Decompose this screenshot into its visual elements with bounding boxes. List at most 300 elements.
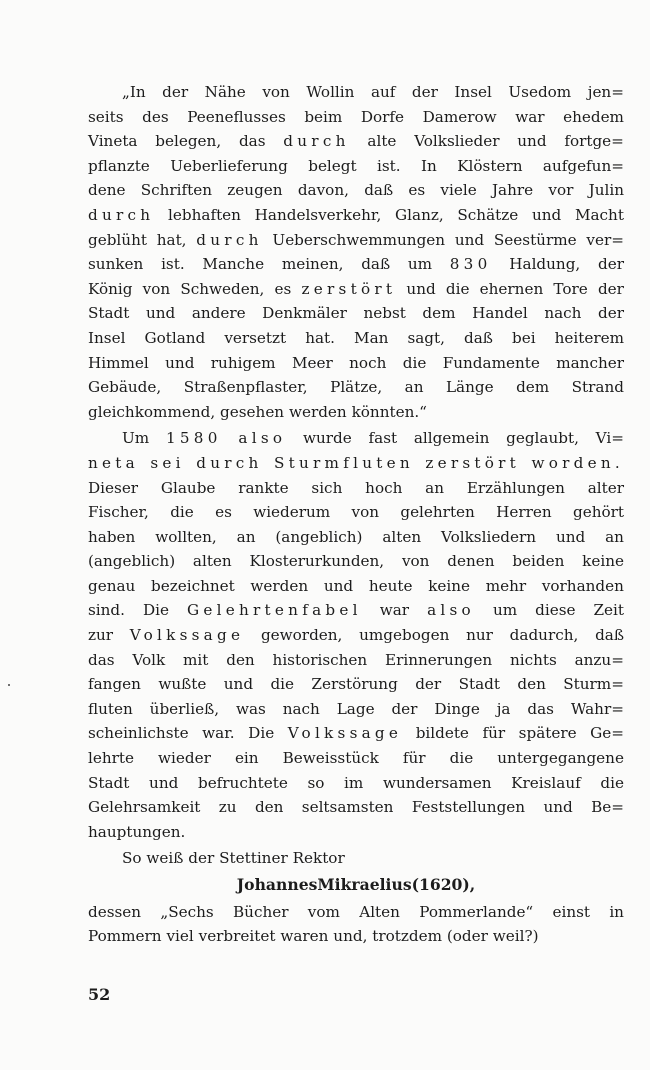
word: vom bbox=[307, 902, 340, 921]
word: wundersamen bbox=[382, 773, 492, 792]
word: bei bbox=[511, 328, 536, 347]
word: der bbox=[598, 255, 624, 274]
word: war. bbox=[202, 724, 235, 743]
word: Pommerlande“ bbox=[419, 902, 534, 921]
word: alter bbox=[587, 478, 624, 497]
word: dem bbox=[422, 304, 456, 323]
paragraph-gap bbox=[88, 949, 624, 951]
word: genau bbox=[88, 576, 136, 595]
word: ein bbox=[234, 749, 259, 768]
word: lehrte bbox=[88, 749, 134, 768]
word: und bbox=[406, 279, 436, 298]
word: So bbox=[122, 849, 142, 868]
text-line bbox=[88, 598, 624, 623]
word: sagt, bbox=[407, 328, 445, 347]
word: untergegangene bbox=[497, 749, 624, 768]
word: den bbox=[254, 798, 284, 817]
word: so bbox=[307, 773, 325, 792]
word: Länge bbox=[445, 378, 494, 397]
word: im bbox=[344, 773, 364, 792]
word: und bbox=[223, 675, 254, 694]
word: gelehrten bbox=[400, 503, 475, 522]
word: rankte bbox=[238, 478, 289, 497]
text-line bbox=[88, 301, 624, 326]
word: der bbox=[391, 699, 418, 718]
word: des bbox=[142, 107, 169, 126]
word: Ge= bbox=[590, 724, 624, 743]
word: an bbox=[425, 478, 445, 497]
word: durch bbox=[196, 453, 263, 472]
word: Gotland bbox=[144, 328, 206, 347]
word: es bbox=[215, 503, 232, 522]
text-line bbox=[88, 451, 624, 476]
word: umgebogen bbox=[359, 626, 450, 645]
text-line bbox=[88, 746, 624, 771]
word: für bbox=[482, 724, 506, 743]
word: Alten bbox=[359, 902, 400, 921]
word: Vineta bbox=[88, 132, 138, 151]
word: daß bbox=[595, 626, 624, 645]
word: hat. bbox=[305, 328, 335, 347]
word: und bbox=[145, 304, 176, 323]
word: diese bbox=[535, 601, 576, 620]
text-line bbox=[88, 648, 624, 673]
word: dem bbox=[516, 378, 550, 397]
text-line bbox=[88, 697, 624, 722]
text-line bbox=[88, 900, 624, 925]
word: Dinge bbox=[434, 699, 480, 718]
word: durch bbox=[88, 205, 155, 224]
text-line bbox=[88, 252, 624, 277]
word: Be= bbox=[591, 798, 624, 817]
text-line bbox=[88, 574, 624, 599]
word: nichts bbox=[509, 650, 557, 669]
word: spätere bbox=[518, 724, 577, 743]
word: Meer bbox=[291, 353, 333, 372]
word: geworden, bbox=[260, 626, 343, 645]
text-line bbox=[88, 846, 624, 871]
text-line bbox=[88, 105, 624, 130]
word: König bbox=[88, 279, 133, 298]
word: vor bbox=[548, 181, 574, 200]
word: gesehen bbox=[220, 402, 285, 421]
word: Manche bbox=[202, 255, 265, 274]
word: Peeneflusses bbox=[187, 107, 286, 126]
word: Erinnerungen bbox=[385, 650, 493, 669]
word: den bbox=[517, 675, 546, 694]
word: der bbox=[411, 83, 438, 101]
word: überließ, bbox=[149, 699, 220, 718]
word: und, bbox=[333, 927, 368, 946]
text-line bbox=[88, 771, 624, 796]
word: seltsamsten bbox=[301, 798, 394, 817]
word: keine bbox=[582, 552, 624, 571]
word: in bbox=[609, 902, 624, 921]
word: hat, bbox=[156, 230, 187, 249]
word: Julin bbox=[588, 181, 624, 200]
word: worden. bbox=[531, 453, 624, 472]
word: daß bbox=[364, 181, 394, 200]
word: Strand bbox=[571, 378, 624, 397]
word: Haldung, bbox=[509, 255, 581, 274]
word: also bbox=[238, 429, 287, 448]
word: Himmel bbox=[88, 353, 149, 372]
text-line bbox=[88, 203, 624, 228]
text-line bbox=[88, 277, 624, 302]
word: wollten, bbox=[155, 527, 217, 546]
word: Stadt bbox=[458, 675, 500, 694]
word: Sturmfluten bbox=[273, 453, 414, 472]
word: keine bbox=[428, 576, 471, 595]
word: Volksliedern bbox=[441, 527, 537, 546]
text-line bbox=[88, 795, 624, 820]
word: zur bbox=[88, 626, 114, 645]
word: pflanzte bbox=[88, 156, 150, 175]
word: hauptungen. bbox=[88, 822, 186, 841]
word: durch bbox=[283, 132, 350, 151]
word: ehedem bbox=[563, 107, 624, 126]
word: Stadt bbox=[88, 773, 130, 792]
word: heute bbox=[368, 576, 413, 595]
word: ist. bbox=[161, 255, 185, 274]
word: für bbox=[402, 749, 426, 768]
word: Ueberschwemmungen bbox=[272, 230, 446, 249]
word: es bbox=[408, 181, 426, 200]
word: „In bbox=[122, 83, 146, 101]
word: es bbox=[274, 279, 292, 298]
word: befruchtete bbox=[197, 773, 288, 792]
word: sunken bbox=[88, 255, 144, 274]
word: 830 bbox=[449, 255, 492, 274]
word: historischen bbox=[272, 650, 368, 669]
text-line bbox=[88, 351, 624, 376]
word: das bbox=[527, 699, 554, 718]
word: von bbox=[262, 83, 290, 101]
word: Usedom bbox=[508, 83, 572, 101]
text-line bbox=[88, 500, 624, 525]
word: den bbox=[226, 650, 255, 669]
word: die bbox=[600, 773, 624, 792]
word: das bbox=[238, 132, 266, 151]
word: Fundamente bbox=[442, 353, 540, 372]
text-line bbox=[88, 326, 624, 351]
word: und bbox=[517, 132, 547, 151]
word: der bbox=[598, 304, 624, 323]
word: Zeit bbox=[593, 601, 624, 620]
text-line bbox=[88, 426, 624, 451]
word: Schätze bbox=[457, 205, 519, 224]
word: anzu= bbox=[574, 650, 624, 669]
word: Handelsverkehr, bbox=[254, 205, 382, 224]
word: Schweden, bbox=[180, 279, 265, 298]
word: belegt bbox=[308, 156, 357, 175]
text-line bbox=[88, 80, 624, 105]
word: fortge= bbox=[564, 132, 624, 151]
word: war bbox=[379, 601, 410, 620]
word: gehört bbox=[572, 503, 624, 522]
word: und bbox=[555, 527, 586, 546]
word: Beweisstück bbox=[282, 749, 379, 768]
word: ruhigem bbox=[210, 353, 276, 372]
word: geglaubt, bbox=[506, 429, 579, 448]
word: war bbox=[515, 107, 545, 126]
word: aufgefun= bbox=[542, 156, 624, 175]
word: jen= bbox=[587, 83, 624, 101]
text-line bbox=[88, 154, 624, 179]
word: Sturm= bbox=[563, 675, 624, 694]
word: Volkslieder bbox=[414, 132, 500, 151]
word: fangen bbox=[88, 675, 141, 694]
word: daß bbox=[361, 255, 391, 274]
word: werden bbox=[250, 576, 309, 595]
word: könnten.“ bbox=[351, 402, 427, 421]
word: und bbox=[149, 773, 179, 792]
word: um bbox=[407, 255, 433, 274]
word: Handel bbox=[472, 304, 528, 323]
word: zerstört bbox=[425, 453, 521, 472]
word: gleichkommend, bbox=[88, 402, 216, 421]
word: zeugen bbox=[227, 181, 283, 200]
word: Ueberlieferung bbox=[170, 156, 288, 175]
word: und bbox=[323, 576, 354, 595]
word: Kreislauf bbox=[511, 773, 581, 792]
word: und bbox=[454, 230, 485, 249]
word: wurde bbox=[303, 429, 352, 448]
word: Denkmäler bbox=[262, 304, 347, 323]
word: an bbox=[605, 527, 624, 546]
word: Feststellungen bbox=[411, 798, 526, 817]
word: und bbox=[543, 798, 573, 817]
word: Stettiner bbox=[219, 849, 288, 868]
word: Tore bbox=[553, 279, 588, 298]
word: Damerow bbox=[422, 107, 497, 126]
word: Mikraelius bbox=[317, 875, 412, 894]
word: viele bbox=[440, 181, 477, 200]
scan-speck bbox=[8, 684, 10, 686]
word: Rektor bbox=[292, 849, 345, 868]
word: bezeichnet bbox=[151, 576, 235, 595]
word: Vi= bbox=[595, 429, 624, 448]
word: dene bbox=[88, 181, 126, 200]
text-line bbox=[88, 375, 624, 400]
word: Straßenpflaster, bbox=[183, 378, 308, 397]
word: Dieser bbox=[88, 478, 139, 497]
word: Volk bbox=[132, 650, 166, 669]
word: sind. bbox=[88, 601, 125, 620]
word: heiterem bbox=[554, 328, 624, 347]
word: auf bbox=[370, 83, 396, 101]
word: beim bbox=[304, 107, 343, 126]
word: der bbox=[415, 675, 442, 694]
word: seits bbox=[88, 107, 124, 126]
word: Nähe bbox=[204, 83, 246, 101]
word: und bbox=[165, 353, 195, 372]
word: mit bbox=[183, 650, 209, 669]
word: ver= bbox=[586, 230, 624, 249]
word: zerstört bbox=[301, 279, 397, 298]
word: wieder bbox=[158, 749, 211, 768]
word: Klosterurkunden, bbox=[249, 552, 385, 571]
word: ist. bbox=[377, 156, 401, 175]
word: ehernen bbox=[479, 279, 544, 298]
text-line bbox=[88, 924, 624, 949]
word: Man bbox=[354, 328, 389, 347]
word: Die bbox=[142, 601, 170, 620]
word: die bbox=[402, 353, 427, 372]
word: verbreitet bbox=[198, 927, 276, 946]
word: Plätze, bbox=[330, 378, 383, 397]
word: Wollin bbox=[306, 83, 355, 101]
word: die bbox=[270, 675, 295, 694]
word: Johannes bbox=[236, 875, 318, 894]
word: geblüht bbox=[88, 230, 147, 249]
word: was bbox=[235, 699, 266, 718]
word: einst bbox=[552, 902, 591, 921]
word: trotzdem bbox=[372, 927, 442, 946]
word: Bücher bbox=[233, 902, 289, 921]
word: wiederum bbox=[253, 503, 331, 522]
word: Volkssage bbox=[287, 724, 403, 743]
text-line bbox=[88, 400, 624, 425]
word: von bbox=[142, 279, 171, 298]
word: viel bbox=[166, 927, 194, 946]
word: lebhaften bbox=[168, 205, 241, 224]
word: zu bbox=[218, 798, 237, 817]
word: Glaube bbox=[160, 478, 216, 497]
word: (1620), bbox=[411, 875, 476, 894]
text-line bbox=[88, 820, 624, 845]
word: fast bbox=[368, 429, 398, 448]
text-line bbox=[88, 228, 624, 253]
word: bildete bbox=[415, 724, 469, 743]
word: und bbox=[531, 205, 562, 224]
word: die bbox=[445, 279, 470, 298]
word: Pommern bbox=[88, 927, 162, 946]
word: Jahre bbox=[491, 181, 534, 200]
word: nur bbox=[466, 626, 493, 645]
word: waren bbox=[280, 927, 329, 946]
word: die bbox=[170, 503, 194, 522]
word: alten bbox=[382, 527, 422, 546]
word: Klöstern bbox=[457, 156, 523, 175]
word: fluten bbox=[88, 699, 133, 718]
word: haben bbox=[88, 527, 136, 546]
word: mehr bbox=[485, 576, 527, 595]
word: allgemein bbox=[413, 429, 490, 448]
text-line bbox=[88, 721, 624, 746]
word: der bbox=[188, 849, 215, 868]
word: alte bbox=[367, 132, 397, 151]
word: scheinlichste bbox=[88, 724, 189, 743]
text-line bbox=[88, 873, 624, 898]
word: also bbox=[427, 601, 475, 620]
word: davon, bbox=[297, 181, 349, 200]
word: wußte bbox=[158, 675, 207, 694]
word: weiß bbox=[146, 849, 184, 868]
word: um bbox=[492, 601, 518, 620]
word: Lage bbox=[336, 699, 375, 718]
word: Gelehrsamkeit bbox=[88, 798, 201, 817]
text-line bbox=[88, 525, 624, 550]
text-line bbox=[88, 476, 624, 501]
word: 1580 bbox=[165, 429, 222, 448]
word: der bbox=[597, 279, 624, 298]
word: meinen, bbox=[281, 255, 344, 274]
word: Seestürme bbox=[493, 230, 577, 249]
word: Schriften bbox=[140, 181, 213, 200]
page-number: 52 bbox=[88, 985, 111, 1004]
word: der bbox=[162, 83, 189, 101]
word: Volkssage bbox=[129, 626, 245, 645]
word: werden bbox=[288, 402, 347, 421]
word: ja bbox=[496, 699, 511, 718]
word: Insel bbox=[454, 83, 492, 101]
word: durch bbox=[196, 230, 263, 249]
word: Herren bbox=[496, 503, 552, 522]
word: denen bbox=[447, 552, 495, 571]
word: mancher bbox=[556, 353, 624, 372]
word: alten bbox=[192, 552, 232, 571]
word: neta bbox=[88, 453, 139, 472]
word: von bbox=[351, 503, 380, 522]
word: Stadt bbox=[88, 304, 130, 323]
text-line bbox=[88, 549, 624, 574]
text-line bbox=[88, 178, 624, 203]
word: Insel bbox=[88, 328, 126, 347]
word: Erzählungen bbox=[466, 478, 565, 497]
word: Fischer, bbox=[88, 503, 149, 522]
text-line bbox=[88, 129, 624, 154]
word: sich bbox=[311, 478, 343, 497]
word: versetzt bbox=[224, 328, 287, 347]
word: an bbox=[404, 378, 424, 397]
word: nebst bbox=[363, 304, 406, 323]
word: In bbox=[421, 156, 437, 175]
word: noch bbox=[349, 353, 387, 372]
word: von bbox=[401, 552, 430, 571]
word: hoch bbox=[365, 478, 403, 497]
word: dessen bbox=[88, 902, 142, 921]
word: Um bbox=[122, 429, 150, 448]
word: (angeblich) bbox=[88, 552, 176, 571]
word: nach bbox=[282, 699, 320, 718]
word: Gebäude, bbox=[88, 378, 162, 397]
word: (oder bbox=[446, 927, 488, 946]
text-line bbox=[88, 623, 624, 648]
word: Gelehrtenfabel bbox=[187, 601, 362, 620]
word: Zerstörung bbox=[311, 675, 398, 694]
word: „Sechs bbox=[160, 902, 214, 921]
word: vorhanden bbox=[541, 576, 624, 595]
word: beiden bbox=[512, 552, 565, 571]
word: Macht bbox=[574, 205, 624, 224]
body-text bbox=[88, 80, 624, 951]
word: Wahr= bbox=[570, 699, 624, 718]
word: das bbox=[88, 650, 115, 669]
word: belegen, bbox=[155, 132, 222, 151]
word: Die bbox=[248, 724, 275, 743]
word: nach bbox=[544, 304, 582, 323]
word: andere bbox=[191, 304, 246, 323]
word: dadurch, bbox=[509, 626, 579, 645]
word: daß bbox=[464, 328, 493, 347]
word: sei bbox=[150, 453, 185, 472]
word: an bbox=[236, 527, 256, 546]
word: die bbox=[449, 749, 474, 768]
word: Glanz, bbox=[395, 205, 444, 224]
word: weil?) bbox=[492, 927, 539, 946]
word: Dorfe bbox=[360, 107, 405, 126]
